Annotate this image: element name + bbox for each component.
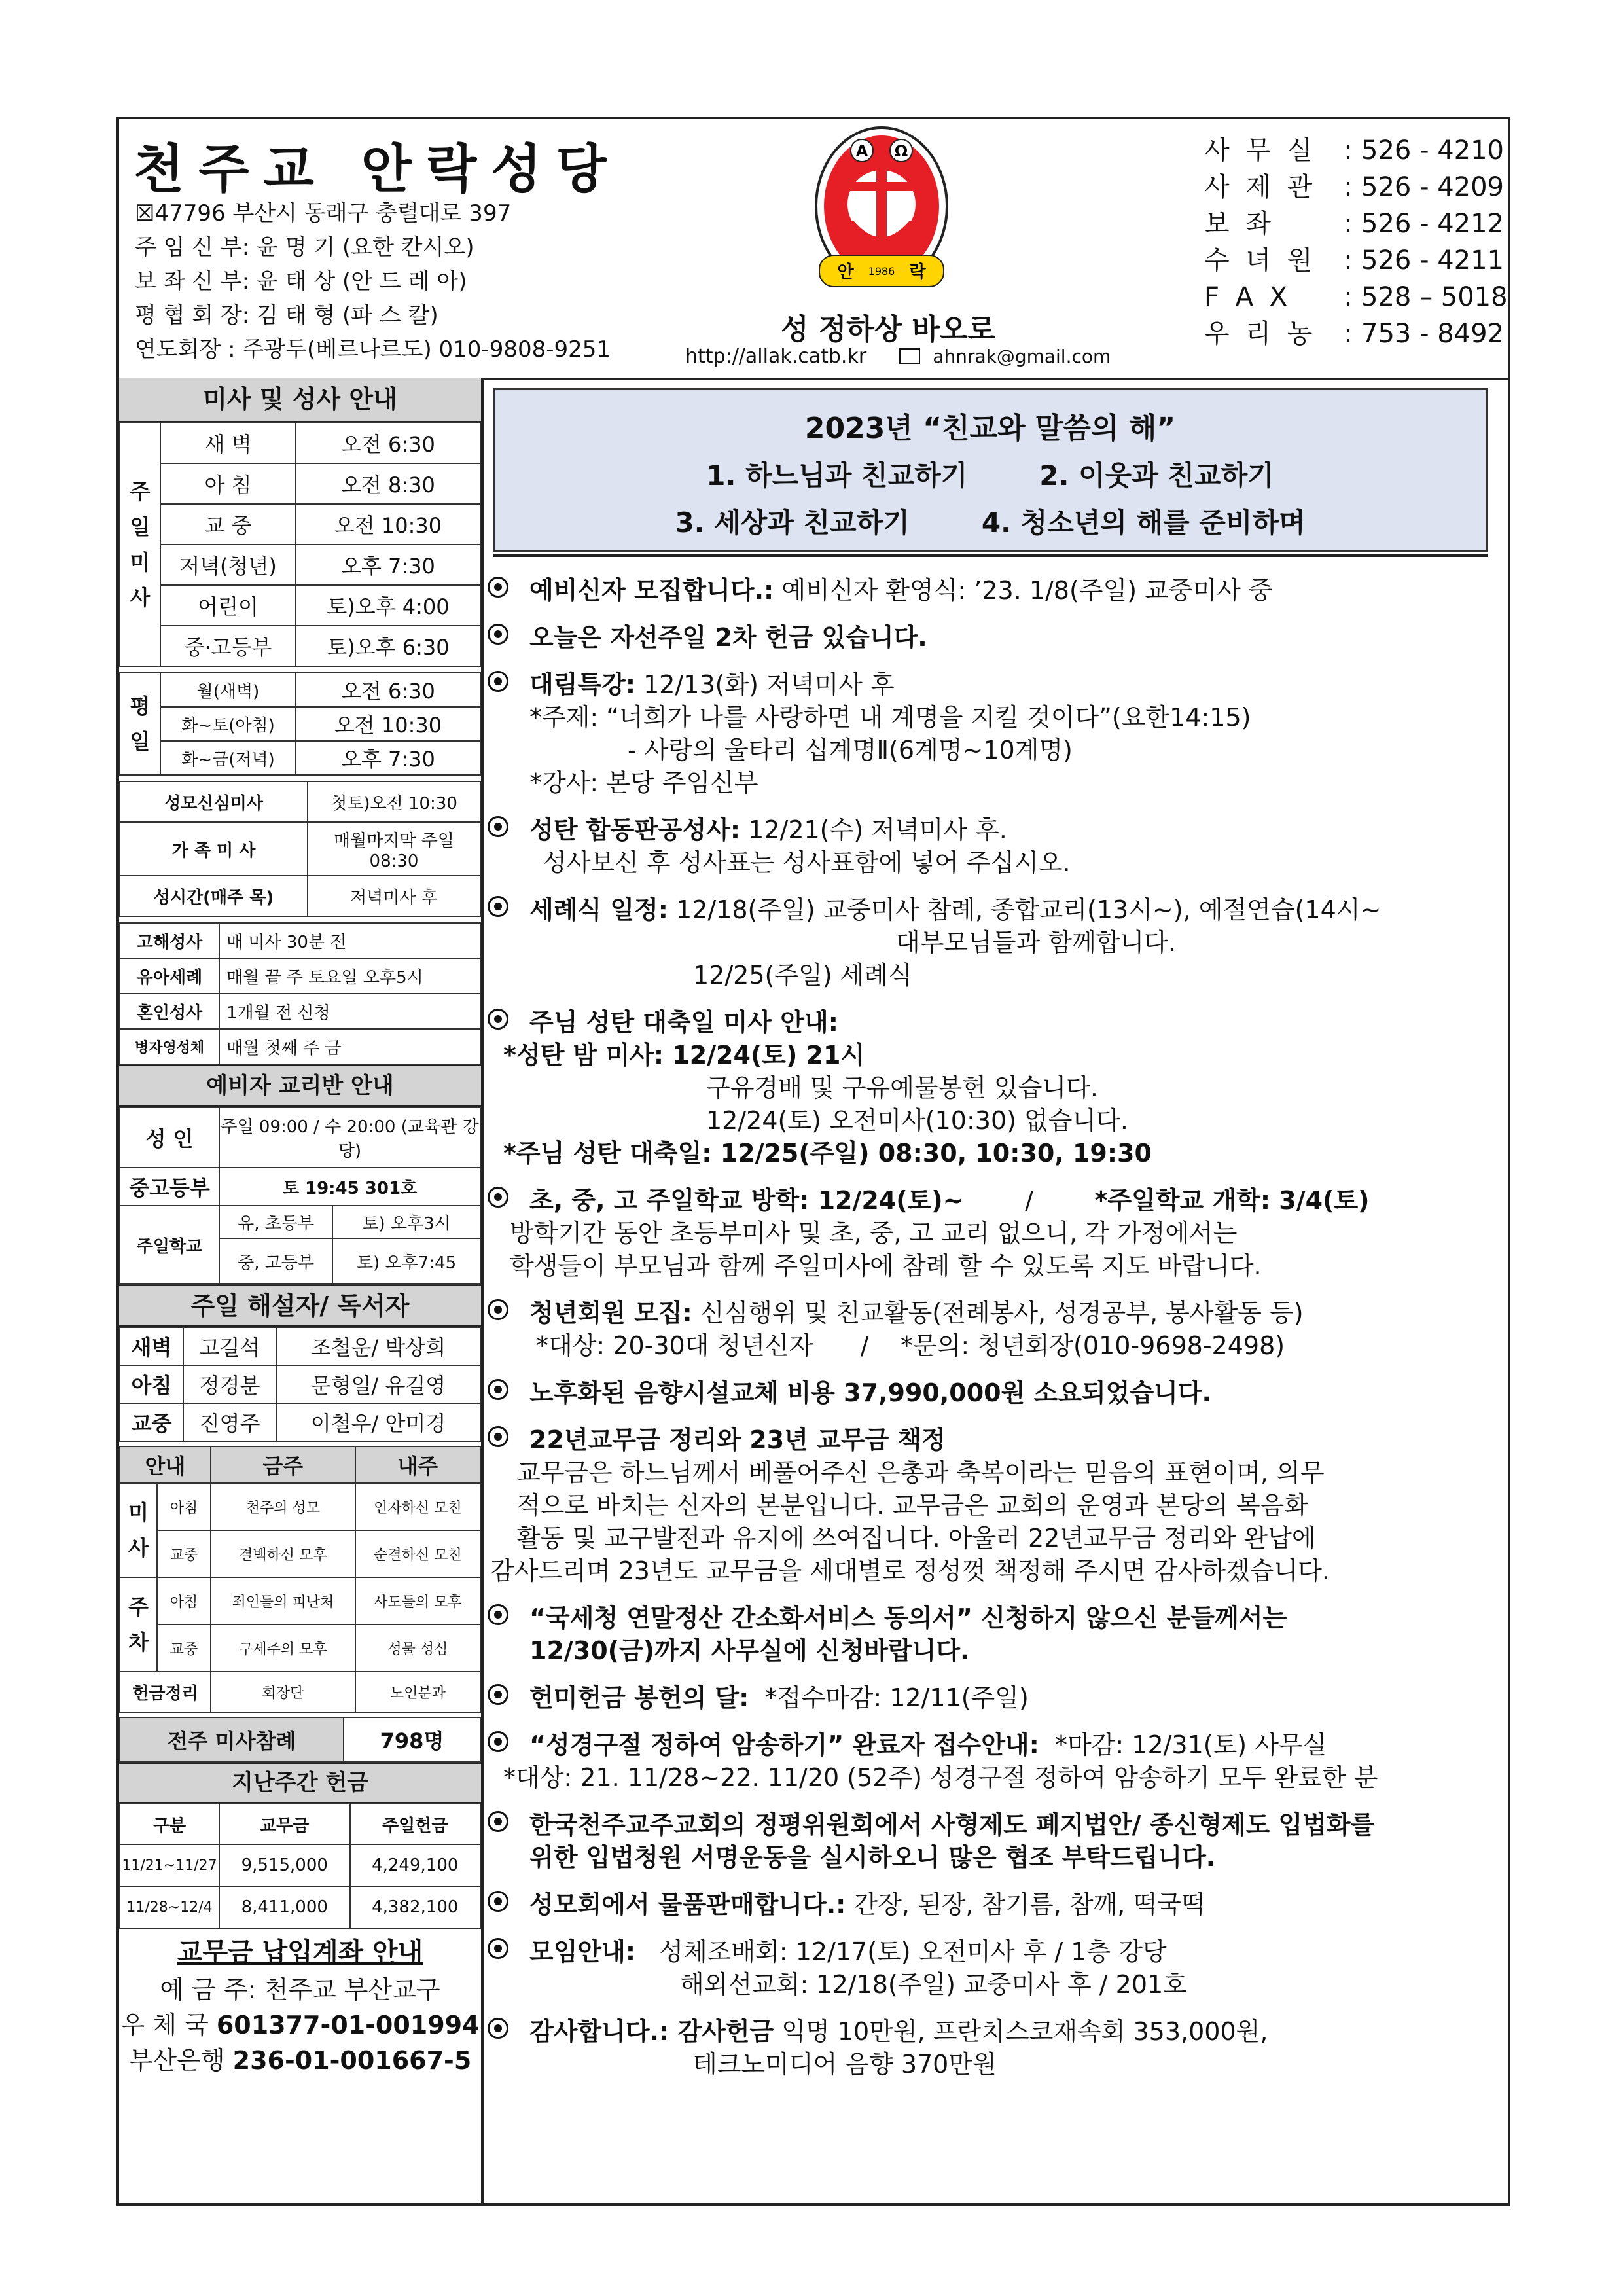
email-link[interactable]: ahnrak@gmail.com <box>933 346 1111 367</box>
bullet-icon <box>488 1891 508 1912</box>
bullet-icon <box>488 1426 508 1447</box>
notice-item: 한국천주교주교회의 정평위원회에서 사형제도 폐지법안/ 종신형제도 입법화를 위한 입법청원 서명운동을 실시하오니 많은 협조 부탁드립니다. <box>488 1808 1495 1874</box>
notice-item: 초, 중, 고 주일학교 방학: 12/24(토)~ / *주일학교 개학: 3/4(토) 방학기간 동안 초등부미사 및 초, 중, 고 교리 없으니, 각 가정에서는 학생들이 부모님과 함께 주일미사에 참례 할 수 있도록 지도 바랍니다. <box>488 1184 1495 1282</box>
theme-item: 1. 하느님과 친교하기 <box>706 459 968 492</box>
notice-item: 성탄 합동판공성사: 12/21(수) 저녁미사 후. 성사보신 후 성사표는 성사표함에 넣어 주십시오. <box>488 814 1495 879</box>
commentator: 진영주 <box>183 1403 276 1441</box>
divider <box>493 554 1488 557</box>
bullet-icon <box>488 1731 508 1752</box>
guide-col-head: 금주 <box>211 1446 355 1483</box>
attendance-label: 전주 미사참례 <box>120 1717 344 1762</box>
mass-time: 토)오후 6:30 <box>296 626 480 666</box>
left-sidebar <box>119 378 484 2206</box>
sacrament-name: 혼인성사 <box>120 994 219 1029</box>
mass-name: 어린이 <box>160 585 296 626</box>
guide-next-week: 순결하신 모친 <box>355 1530 480 1577</box>
weekday-mass-table <box>119 672 481 776</box>
patron-saint: 성 정하상 바오로 <box>780 313 996 346</box>
guide-next-week: 인자하신 모친 <box>355 1483 480 1530</box>
phone-list <box>1204 132 1508 352</box>
phone-row: 우 리 농 : 753 - 8492 <box>1204 319 1505 349</box>
bullet-icon <box>488 1299 508 1320</box>
guide-group-mass: 미 사 <box>120 1483 157 1577</box>
church-info <box>135 196 611 367</box>
commentator: 고길석 <box>183 1327 276 1365</box>
theme-row <box>495 501 1486 541</box>
bullet-icon <box>488 1938 508 1959</box>
catechumen-time: 토 19:45 301호 <box>219 1168 480 1206</box>
notice-item: 22년교무금 정리와 23년 교무금 책정 교무금은 하느님께서 베풀어주신 은총과 축복이라는 믿음의 표현이며, 의무 적으로 바치는 신자의 본분입니다. 교무금은 교회의 운영과 본당의 복음화 활동 및 교구발전과 유지에 쓰여집니다. 아울러 22년교무금 정리와 완납에 감사드리며 23년도 교무금을 세대별로 정성껏 책정해 주시면 감사하겠습니다. <box>488 1424 1495 1587</box>
guide-next-week: 노인분과 <box>355 1672 480 1712</box>
account-row: 예 금 주: 천주교 부산교구 <box>160 1975 440 2004</box>
attendance-table <box>119 1717 481 1763</box>
catechumen-group: 중고등부 <box>120 1168 219 1206</box>
sacrament-name: 고해성사 <box>120 923 219 958</box>
logo-omega: Ω <box>894 142 908 160</box>
sacrament-value: 1개월 전 신청 <box>219 994 480 1029</box>
mass-time: 오전 10:30 <box>296 707 480 741</box>
bullet-icon <box>488 1379 508 1400</box>
reader-slot: 교중 <box>120 1403 183 1441</box>
guide-this-week: 구세주의 모후 <box>211 1624 355 1672</box>
sacrament-value: 매 미사 30분 전 <box>219 923 480 958</box>
mass-time: 오전 6:30 <box>296 423 480 463</box>
account-row: 부산은행 236-01-001667-5 <box>128 2046 472 2075</box>
sacrament-value: 매월 끝 주 토요일 오후5시 <box>219 958 480 994</box>
sunday-mass-label: 주 일 미 사 <box>120 423 160 666</box>
offering-sunday: 4,382,100 <box>350 1886 481 1928</box>
weekday-mass-label: 평 일 <box>120 673 160 775</box>
offering-clean-label: 헌금정리 <box>120 1672 211 1712</box>
sunday-school-group: 중, 고등부 <box>219 1238 332 1284</box>
notices-column <box>481 378 1508 2206</box>
catechumen-group: 성 인 <box>120 1107 219 1168</box>
reader-slot: 새벽 <box>120 1327 183 1365</box>
mail-icon <box>899 348 920 364</box>
account-head: 교무금 납입계좌 안내 <box>177 1937 423 1967</box>
catechumen-head: 예비자 교리반 안내 <box>119 1065 481 1107</box>
bullet-icon <box>488 1604 508 1625</box>
bullet-icon <box>488 577 508 598</box>
mass-name: 월(새벽) <box>160 673 296 707</box>
logo-alpha: A <box>855 142 868 160</box>
attendance-value: 798명 <box>344 1717 480 1762</box>
offering-table <box>119 1803 481 1929</box>
assistant-priest: 보 좌 신 부: 윤 태 상 (안 드 레 아) <box>135 268 467 295</box>
guide-next-week: 성물 성심 <box>355 1624 480 1672</box>
theme-row <box>495 454 1486 493</box>
notice-list <box>488 574 1495 2095</box>
sacrament-name: 유아세례 <box>120 958 219 994</box>
pastor: 주 임 신 부: 윤 명 기 (요한 칸시오) <box>135 234 474 260</box>
mass-name: 저녁(청년) <box>160 545 296 585</box>
guide-table <box>119 1446 481 1713</box>
mass-name: 아 침 <box>160 463 296 504</box>
notice-item: “국세청 연말정산 간소화서비스 동의서” 신청하지 않으신 분들께서는 12/30(금)까지 사무실에 신청바랍니다. <box>488 1602 1495 1667</box>
account-row: 우 체 국 601377-01-001994 <box>120 2011 480 2039</box>
offering-sunday: 4,249,100 <box>350 1844 481 1886</box>
phone-row: 사 무 실 : 526 - 4210 <box>1204 135 1505 166</box>
phone-row: 사 제 관 : 526 - 4209 <box>1204 172 1505 202</box>
bullet-icon <box>488 1187 508 1208</box>
sunday-mass-table <box>119 422 481 667</box>
readers-table <box>119 1327 481 1442</box>
guide-col-head: 안내 <box>120 1446 211 1483</box>
bullet-icon <box>488 896 508 917</box>
offering-head: 지난주간 헌금 <box>119 1763 481 1803</box>
notice-item: 노후화된 음향시설교체 비용 37,990,000원 소요되었습니다. <box>488 1376 1495 1409</box>
mass-time: 오후 7:30 <box>296 741 480 775</box>
mass-time: 오전 10:30 <box>296 504 480 545</box>
theme-item: 3. 세상과 친교하기 <box>675 507 910 539</box>
special-mass-time: 첫토)오전 10:30 <box>308 781 480 822</box>
guide-slot: 교중 <box>157 1530 211 1577</box>
phone-row: 보 좌 : 526 - 4212 <box>1204 209 1505 239</box>
guide-this-week: 회장단 <box>211 1672 355 1712</box>
logo-char-1: 안 <box>837 262 854 282</box>
special-mass-time: 매월마지막 주일 08:30 <box>308 822 480 876</box>
bulletin-header <box>119 119 1508 380</box>
theme-item: 2. 이웃과 친교하기 <box>1039 459 1274 492</box>
special-mass-name: 가 족 미 사 <box>120 822 308 876</box>
guide-this-week: 죄인들의 피난처 <box>211 1577 355 1624</box>
sunday-school-group: 유, 초등부 <box>219 1206 332 1238</box>
church-title: 천주교 안락성당 <box>134 139 621 200</box>
readers-head: 주일 해설자/ 독서자 <box>119 1285 481 1327</box>
offering-period: 11/28~12/4 <box>120 1886 219 1928</box>
guide-this-week: 천주의 성모 <box>211 1483 355 1530</box>
mass-section-head: 미사 및 성사 안내 <box>119 378 481 422</box>
notice-item: 모임안내: 성체조배회: 12/17(토) 오전미사 후 / 1층 강당 해외선교회: 12/18(주일) 교중미사 후 / 201호 <box>488 1935 1495 2001</box>
church-logo <box>806 124 957 295</box>
notice-item: 주님 성탄 대축일 미사 안내: *성탄 밤 미사: 12/24(토) 21시 구유경배 및 구유예물봉헌 있습니다. 12/24(토) 오전미사(10:30) 없습니다. *주님 성탄 대축일: 12/25(주일) 08:30, 10:30, 19:30 <box>488 1006 1495 1170</box>
guide-slot: 아침 <box>157 1577 211 1624</box>
notice-item: 세례식 일정: 12/18(주일) 교중미사 참례, 종합교리(13시~), 예절연습(14시~ 대부모님들과 함께합니다. 12/25(주일) 세례식 <box>488 893 1495 992</box>
notice-item: 대림특강: 12/13(화) 저녁미사 후 *주제: “너희가 나를 사랑하면 내 계명을 지킬 것이다”(요한14:15) - 사랑의 울타리 십계명Ⅱ(6계명~10계명) *강사: 본당 주임신부 <box>488 668 1495 799</box>
offering-col-head: 구분 <box>120 1804 219 1844</box>
guide-col-head: 내주 <box>355 1446 480 1483</box>
offering-dues: 9,515,000 <box>219 1844 350 1886</box>
offering-col-head: 주일헌금 <box>350 1804 481 1844</box>
notice-item: “성경구절 정하여 암송하기” 완료자 접수안내: *마감: 12/31(토) 사무실 *대상: 21. 11/28~22. 11/20 (52주) 성경구절 정하여 암송하기 모두 완료한 분 <box>488 1729 1495 1794</box>
mass-name: 새 벽 <box>160 423 296 463</box>
catechumen-table <box>119 1107 481 1285</box>
phone-row: F A X : 528 – 5018 <box>1204 282 1508 312</box>
sunday-school-time: 토) 오후7:45 <box>332 1238 480 1284</box>
mass-name: 화~금(저녁) <box>160 741 296 775</box>
reader-names: 이철우/ 안미경 <box>276 1403 480 1441</box>
theme-title: 2023년 “친교와 말씀의 해” <box>804 412 1176 445</box>
sunday-school-time: 토) 오후3시 <box>332 1206 480 1238</box>
bulletin-page <box>116 117 1510 2206</box>
year-theme-box <box>493 388 1488 552</box>
bullet-icon <box>488 671 508 692</box>
sunday-school-label: 주일학교 <box>120 1206 219 1284</box>
sacrament-name: 병자영성체 <box>120 1029 219 1064</box>
notice-item: 청년회원 모집: 신심행위 및 친교활동(전례봉사, 성경공부, 봉사활동 등) *대상: 20-30대 청년신자 / *문의: 청년회장(010-9698-2498) <box>488 1297 1495 1362</box>
mass-time: 오후 7:30 <box>296 545 480 585</box>
sacrament-table <box>119 922 481 1065</box>
web-contact <box>685 345 1111 368</box>
council-president: 평 협 회 장: 김 태 형 (파 스 칼) <box>135 302 438 329</box>
special-mass-name: 성모신심미사 <box>120 781 308 822</box>
logo-char-2: 락 <box>909 262 926 282</box>
elder-president: 연도회장 : 주광두(베르나르도) 010-9808-9251 <box>135 336 611 363</box>
guide-slot: 아침 <box>157 1483 211 1530</box>
mass-time: 토)오후 4:00 <box>296 585 480 626</box>
bullet-icon <box>488 2018 508 2039</box>
catechumen-time: 주일 09:00 / 수 20:00 (교육관 강당) <box>219 1107 480 1168</box>
reader-names: 문형일/ 유길영 <box>276 1365 480 1403</box>
offering-period: 11/21~11/27 <box>120 1844 219 1886</box>
account-section <box>119 1929 481 2078</box>
special-mass-time: 저녁미사 후 <box>308 876 480 916</box>
bullet-icon <box>488 816 508 837</box>
mass-time: 오전 8:30 <box>296 463 480 504</box>
commentator: 정경분 <box>183 1365 276 1403</box>
notice-item: 성모회에서 물품판매합니다.: 간장, 된장, 참기름, 참깨, 떡국떡 <box>488 1888 1495 1921</box>
address: ☒47796 부산시 동래구 충렬대로 397 <box>135 200 512 226</box>
offering-col-head: 교무금 <box>219 1804 350 1844</box>
theme-item: 4. 청소년의 해를 준비하며 <box>981 507 1306 539</box>
website-link[interactable]: http://allak.catb.kr <box>685 345 867 368</box>
reader-names: 조철운/ 박상희 <box>276 1327 480 1365</box>
offering-dues: 8,411,000 <box>219 1886 350 1928</box>
special-mass-table <box>119 781 481 917</box>
notice-item: 예비신자 모집합니다.: 예비신자 환영식: ’23. 1/8(주일) 교중미사 중 <box>488 574 1495 607</box>
bullet-icon <box>488 1811 508 1832</box>
bullet-icon <box>488 624 508 645</box>
guide-next-week: 사도들의 모후 <box>355 1577 480 1624</box>
reader-slot: 아침 <box>120 1365 183 1403</box>
special-mass-name: 성시간(매주 목) <box>120 876 308 916</box>
notice-item: 헌미헌금 봉헌의 달: *접수마감: 12/11(주일) <box>488 1681 1495 1714</box>
mass-name: 중·고등부 <box>160 626 296 666</box>
notice-item: 오늘은 자선주일 2차 헌금 있습니다. <box>488 621 1495 654</box>
mass-name: 교 중 <box>160 504 296 545</box>
sacrament-value: 매월 첫째 주 금 <box>219 1029 480 1064</box>
guide-group-parking: 주 차 <box>120 1577 157 1672</box>
logo-year: 1986 <box>868 265 895 278</box>
mass-time: 오전 6:30 <box>296 673 480 707</box>
notice-item: 감사합니다.: 감사헌금 익명 10만원, 프란치스코재속회 353,000원, 테크노미디어 음향 370만원 <box>488 2015 1495 2081</box>
bullet-icon <box>488 1684 508 1705</box>
mass-name: 화~토(아침) <box>160 707 296 741</box>
guide-slot: 교중 <box>157 1624 211 1672</box>
phone-row: 수 녀 원 : 526 - 4211 <box>1204 245 1505 276</box>
bullet-icon <box>488 1009 508 1030</box>
guide-this-week: 결백하신 모후 <box>211 1530 355 1577</box>
